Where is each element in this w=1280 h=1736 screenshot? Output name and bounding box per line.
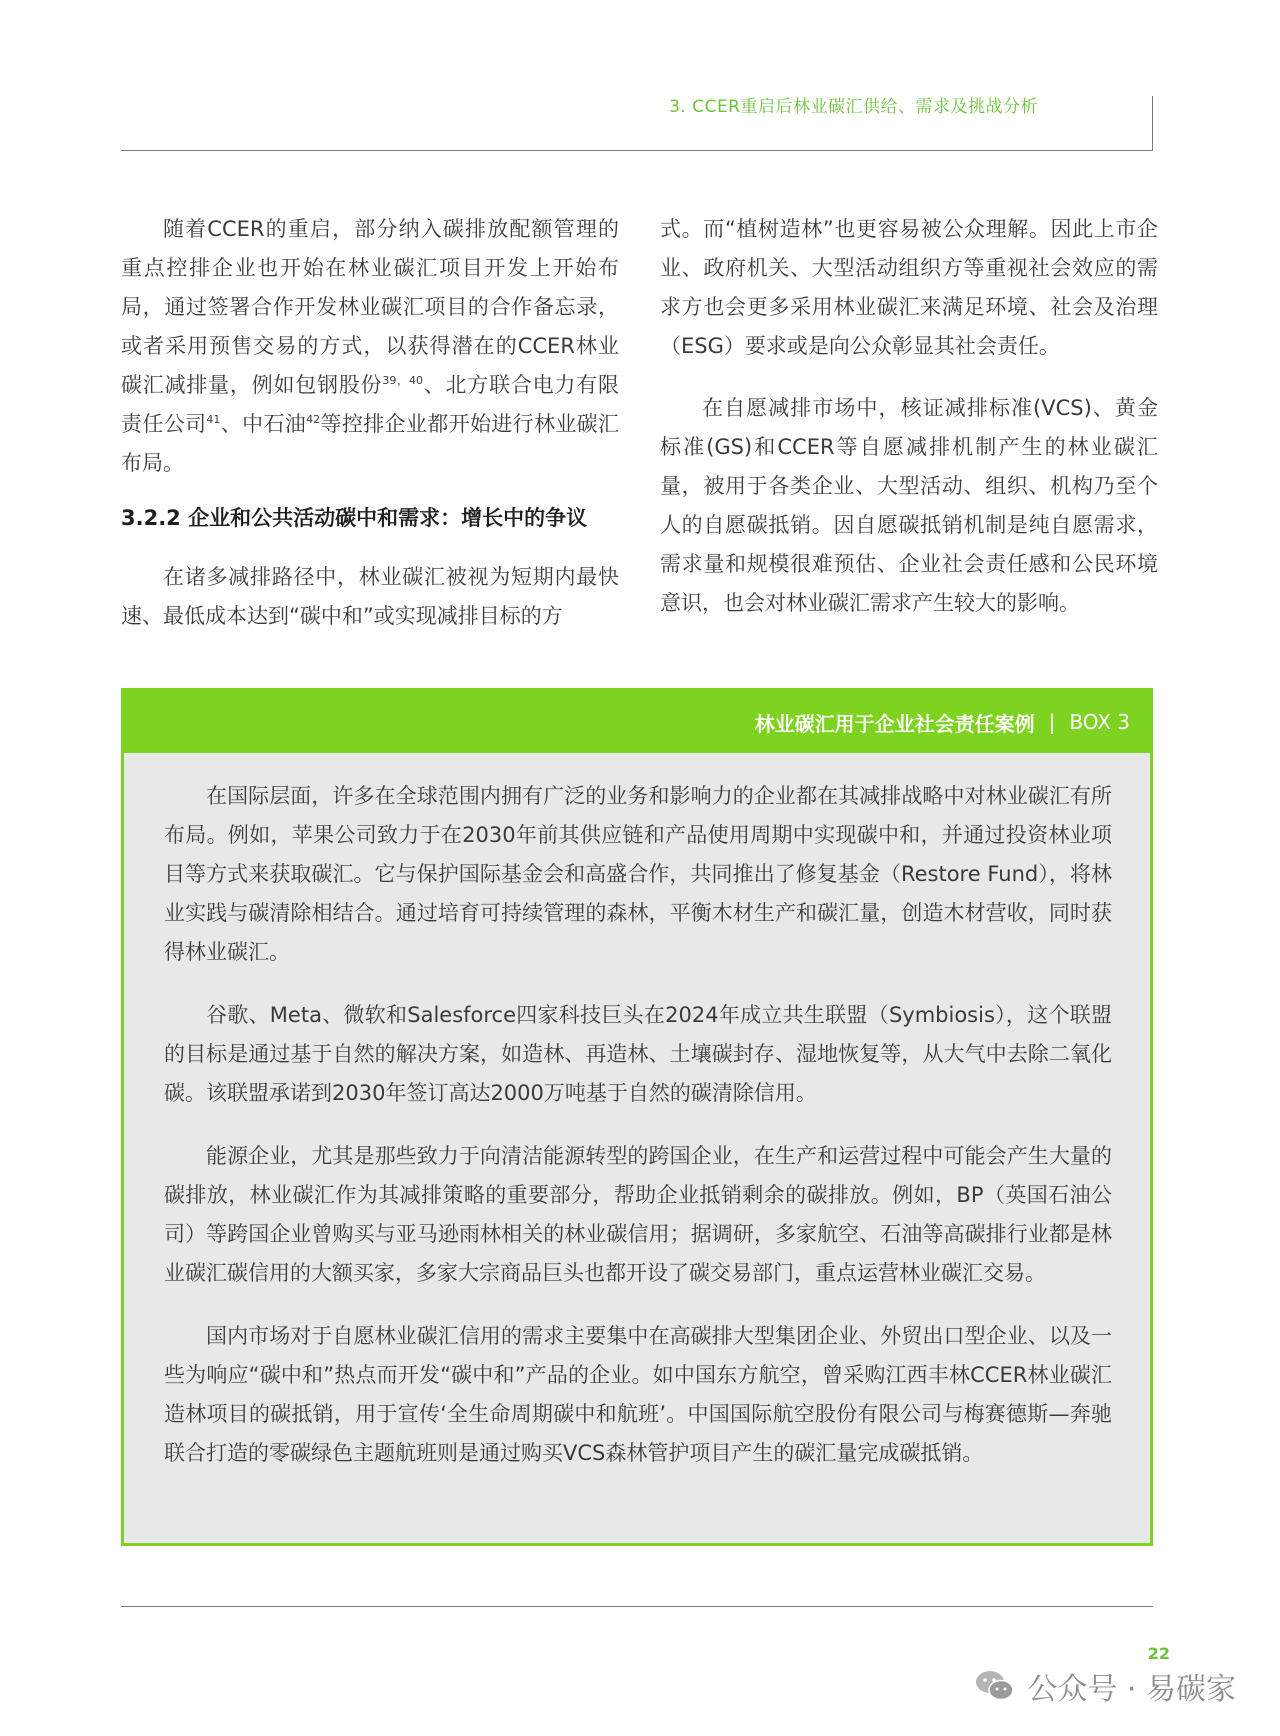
left-p1-text3: 、中石油 [220, 412, 307, 436]
right-paragraph-1: 式。而“植树造林”也更容易被公众理解。因此上市企业、政府机关、大型活动组织方等重视社会效应的需求方也会更多采用林业碳汇来满足环境、社会及治理（ESG）要求或是向公众彰显其社会责任。 [660, 217, 1158, 358]
box-paragraph: 能源企业，尤其是那些致力于向清洁能源转型的跨国企业，在生产和运营过程中可能会产生大量的碳排放，林业碳汇作为其减排策略的重要部分，帮助企业抵销剩余的碳排放。例如，BP（英国石油公司）等跨国企业曾购买与亚马逊雨林相关的林业碳信用；据调研，多家航空、石油等高碳排行业都是林业碳汇碳信用的大额买家，多家大宗商品巨头也都开设了碳交易部门，重点运营林业碳汇交易。 [164, 1144, 1112, 1285]
footer-rule [121, 1606, 1153, 1607]
subsection-heading: 3.2.2 企业和公共活动碳中和需求：增长中的争议 [121, 506, 588, 530]
footnote-ref-39-40[interactable]: 39，40 [382, 374, 423, 387]
footnote-ref-41[interactable]: 41 [206, 413, 221, 426]
left-p1-text4: 等控排企业都开始进行林业碳汇布局。 [121, 412, 620, 475]
case-box-title: 林业碳汇用于企业社会责任案例 [754, 711, 1035, 736]
box-paragraph: 谷歌、Meta、微软和Salesforce四家科技巨头在2024年成立共生联盟（Symbiosis），这个联盟的目标是通过基于自然的解决方案，如造林、再造林、土壤碳封存、湿地恢复等，从大气中去除二氧化碳。该联盟承诺到2030年签订高达2000万吨基于自然的碳清除信用。 [164, 1003, 1112, 1105]
box-paragraph: 在国际层面，许多在全球范围内拥有广泛的业务和影响力的企业都在其减排战略中对林业碳汇有所布局。例如，苹果公司致力于在2030年前其供应链和产品使用周期中实现碳中和，并通过投资林业项目等方式来获取碳汇。它与保护国际基金会和高盛合作，共同推出了修复基金（Restore Fund），将林业实践与碳清除相结合。通过培育可持续管理的森林，平衡木材生产和碳汇量，创造木材营收，同时获得林业碳汇。 [164, 784, 1112, 964]
section-header-title: 3. CCER重启后林业碳汇供给、需求及挑战分析 [669, 97, 1038, 117]
left-column [121, 210, 619, 636]
box-paragraph: 国内市场对于自愿林业碳汇信用的需求主要集中在高碳排大型集团企业、外贸出口型企业、以及一些为响应“碳中和”热点而开发“碳中和”产品的企业。如中国东方航空，曾采购江西丰林CCER林业碳汇造林项目的碳抵销，用于宣传‘全生命周期碳中和航班’。中国国际航空股份有限公司与梅赛德斯—奔驰联合打造的零碳绿色主题航班则是通过购买VCS森林管护项目产生的碳汇量完成碳抵销。 [164, 1324, 1112, 1465]
case-box-header [124, 691, 1150, 753]
case-box-separator: | [1048, 710, 1056, 734]
left-paragraph-1 [121, 210, 619, 483]
left-p1-text: 随着CCER的重启，部分纳入碳排放配额管理的重点控排企业也开始在林业碳汇项目开发上开始布局，通过签署合作开发林业碳汇项目的合作备忘录，或者采用预售交易的方式，以获得潜在的CCER林业碳汇减排量，例如包钢股份 [121, 217, 619, 397]
footnote-ref-42[interactable]: 42 [306, 413, 321, 426]
case-box-body [124, 753, 1150, 1473]
case-box [121, 688, 1153, 1546]
page-number: 22 [1147, 1644, 1170, 1663]
left-p1-text2: 、北方联合电力有限责任公司 [121, 373, 619, 436]
case-box-tag: BOX 3 [1069, 710, 1130, 734]
wechat-icon [975, 1669, 1015, 1703]
header-vertical-rule [1152, 96, 1153, 151]
left-paragraph-2: 在诸多减排路径中，林业碳汇被视为短期内最快速、最低成本达到“碳中和”或实现减排目标的方 [121, 565, 619, 628]
right-paragraph-2: 在自愿减排市场中，核证减排标准(VCS)、黄金标准(GS)和CCER等自愿减排机制产生的林业碳汇量，被用于各类企业、大型活动、组织、机构乃至个人的自愿碳抵销。因自愿碳抵销机制是纯自愿需求，需求量和规模很难预估、企业社会责任感和公民环境意识，也会对林业碳汇需求产生较大的影响。 [660, 396, 1158, 615]
header-rule [121, 150, 1153, 151]
right-column [660, 210, 1158, 623]
wechat-watermark [975, 1664, 1236, 1708]
watermark-text: 公众号 · 易碳家 [1027, 1672, 1236, 1707]
